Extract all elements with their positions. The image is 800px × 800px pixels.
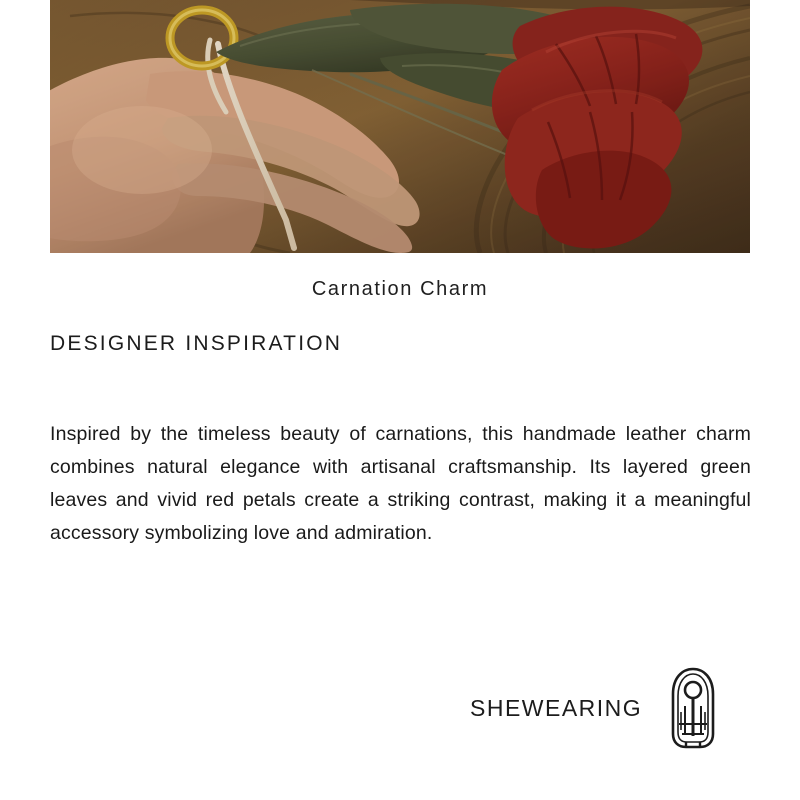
brand-footer (470, 660, 730, 756)
monogram-svg (664, 664, 722, 752)
product-hero-image (50, 0, 750, 253)
hero-illustration (50, 0, 750, 253)
shewearing-monogram-icon (664, 664, 722, 752)
brand-name: SHEWEARING (470, 694, 643, 721)
designer-inspiration-body: Inspired by the timeless beauty of carnations, this handmade leather charm combines natural elegance with artisanal craftsmanship. Its layered green leaves and vivid red petals create a striking contrast, making it a meaningful accessory symbolizing love and admiration. (50, 422, 751, 544)
product-title: Carnation Charm (311, 278, 489, 300)
section-heading-designer-inspiration: DESIGNER INSPIRATION (50, 332, 343, 355)
